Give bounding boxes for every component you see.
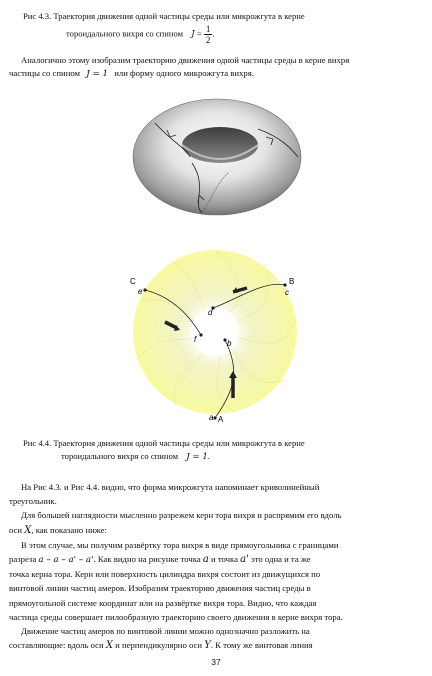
caption-line-1: Рис 4.3. Траектория движения одной частицы среды или микрожгута в керне [23, 11, 305, 21]
label-c: c [285, 288, 289, 297]
caption-line-2: тороидального вихря со спином J = 1. [61, 451, 210, 462]
body-text: На Рис 4.3. и Рис 4.4. видно, что форма микрожгута напоминает криволинейный треугольник. Для большей наглядности мысленно разрежем керн тора вихря и распрямим его вдоль оси X, как показано ниже: В этом случае, мы получим развёртку тора вихря в виде прямоугольника с границами разреза a – a – a' – a'. Как видно на рисунке точка a и точка a' это одна и та же точка керна тора. Керн или поверхность цилиндра вихря состоит из движущихся по винтовой линии частиц амеров. Изобразим траекторию движения частиц среды в прямоугольной системе координат или на развёртке вихря тора. Видно, что каждая частица среды совершает пилообразную траекторию своего движения в керне вихря тора. Движение частиц амеров по винтовой линии можно однозначно разложить на составляющие: вдоль оси X и перпендикулярно оси Y. К тому же винтовая линия [9, 482, 343, 652]
figure-caption-4-4 [23, 438, 413, 463]
label-b: b [227, 339, 232, 348]
label-B: B [289, 277, 295, 286]
caption-line-1: Рис 4.4. Траектория движения одной частицы среды или микрожгута в керне [23, 438, 305, 448]
torus-3d-icon [130, 95, 305, 220]
caption-line-2: тороидального вихря со спином J = $\frac{1}{2}$ . [66, 24, 215, 45]
label-a: a [209, 413, 214, 422]
intro-paragraph: Аналогично этому изобразим траекторию движения одной частицы среды в керне вихря частицы со спином J = 1 или форму одного микрожгута вихря. [9, 55, 350, 79]
label-C: C [130, 277, 136, 286]
figure-caption-4-3 [23, 11, 413, 45]
label-f: f [194, 335, 197, 344]
label-e: e [138, 287, 143, 296]
page-number: 37 [211, 657, 221, 667]
spiral-ring-icon [125, 240, 305, 425]
label-d: d [208, 308, 213, 317]
fraction: $\frac{1}{2}$ [205, 24, 211, 45]
label-A: A [218, 415, 224, 424]
